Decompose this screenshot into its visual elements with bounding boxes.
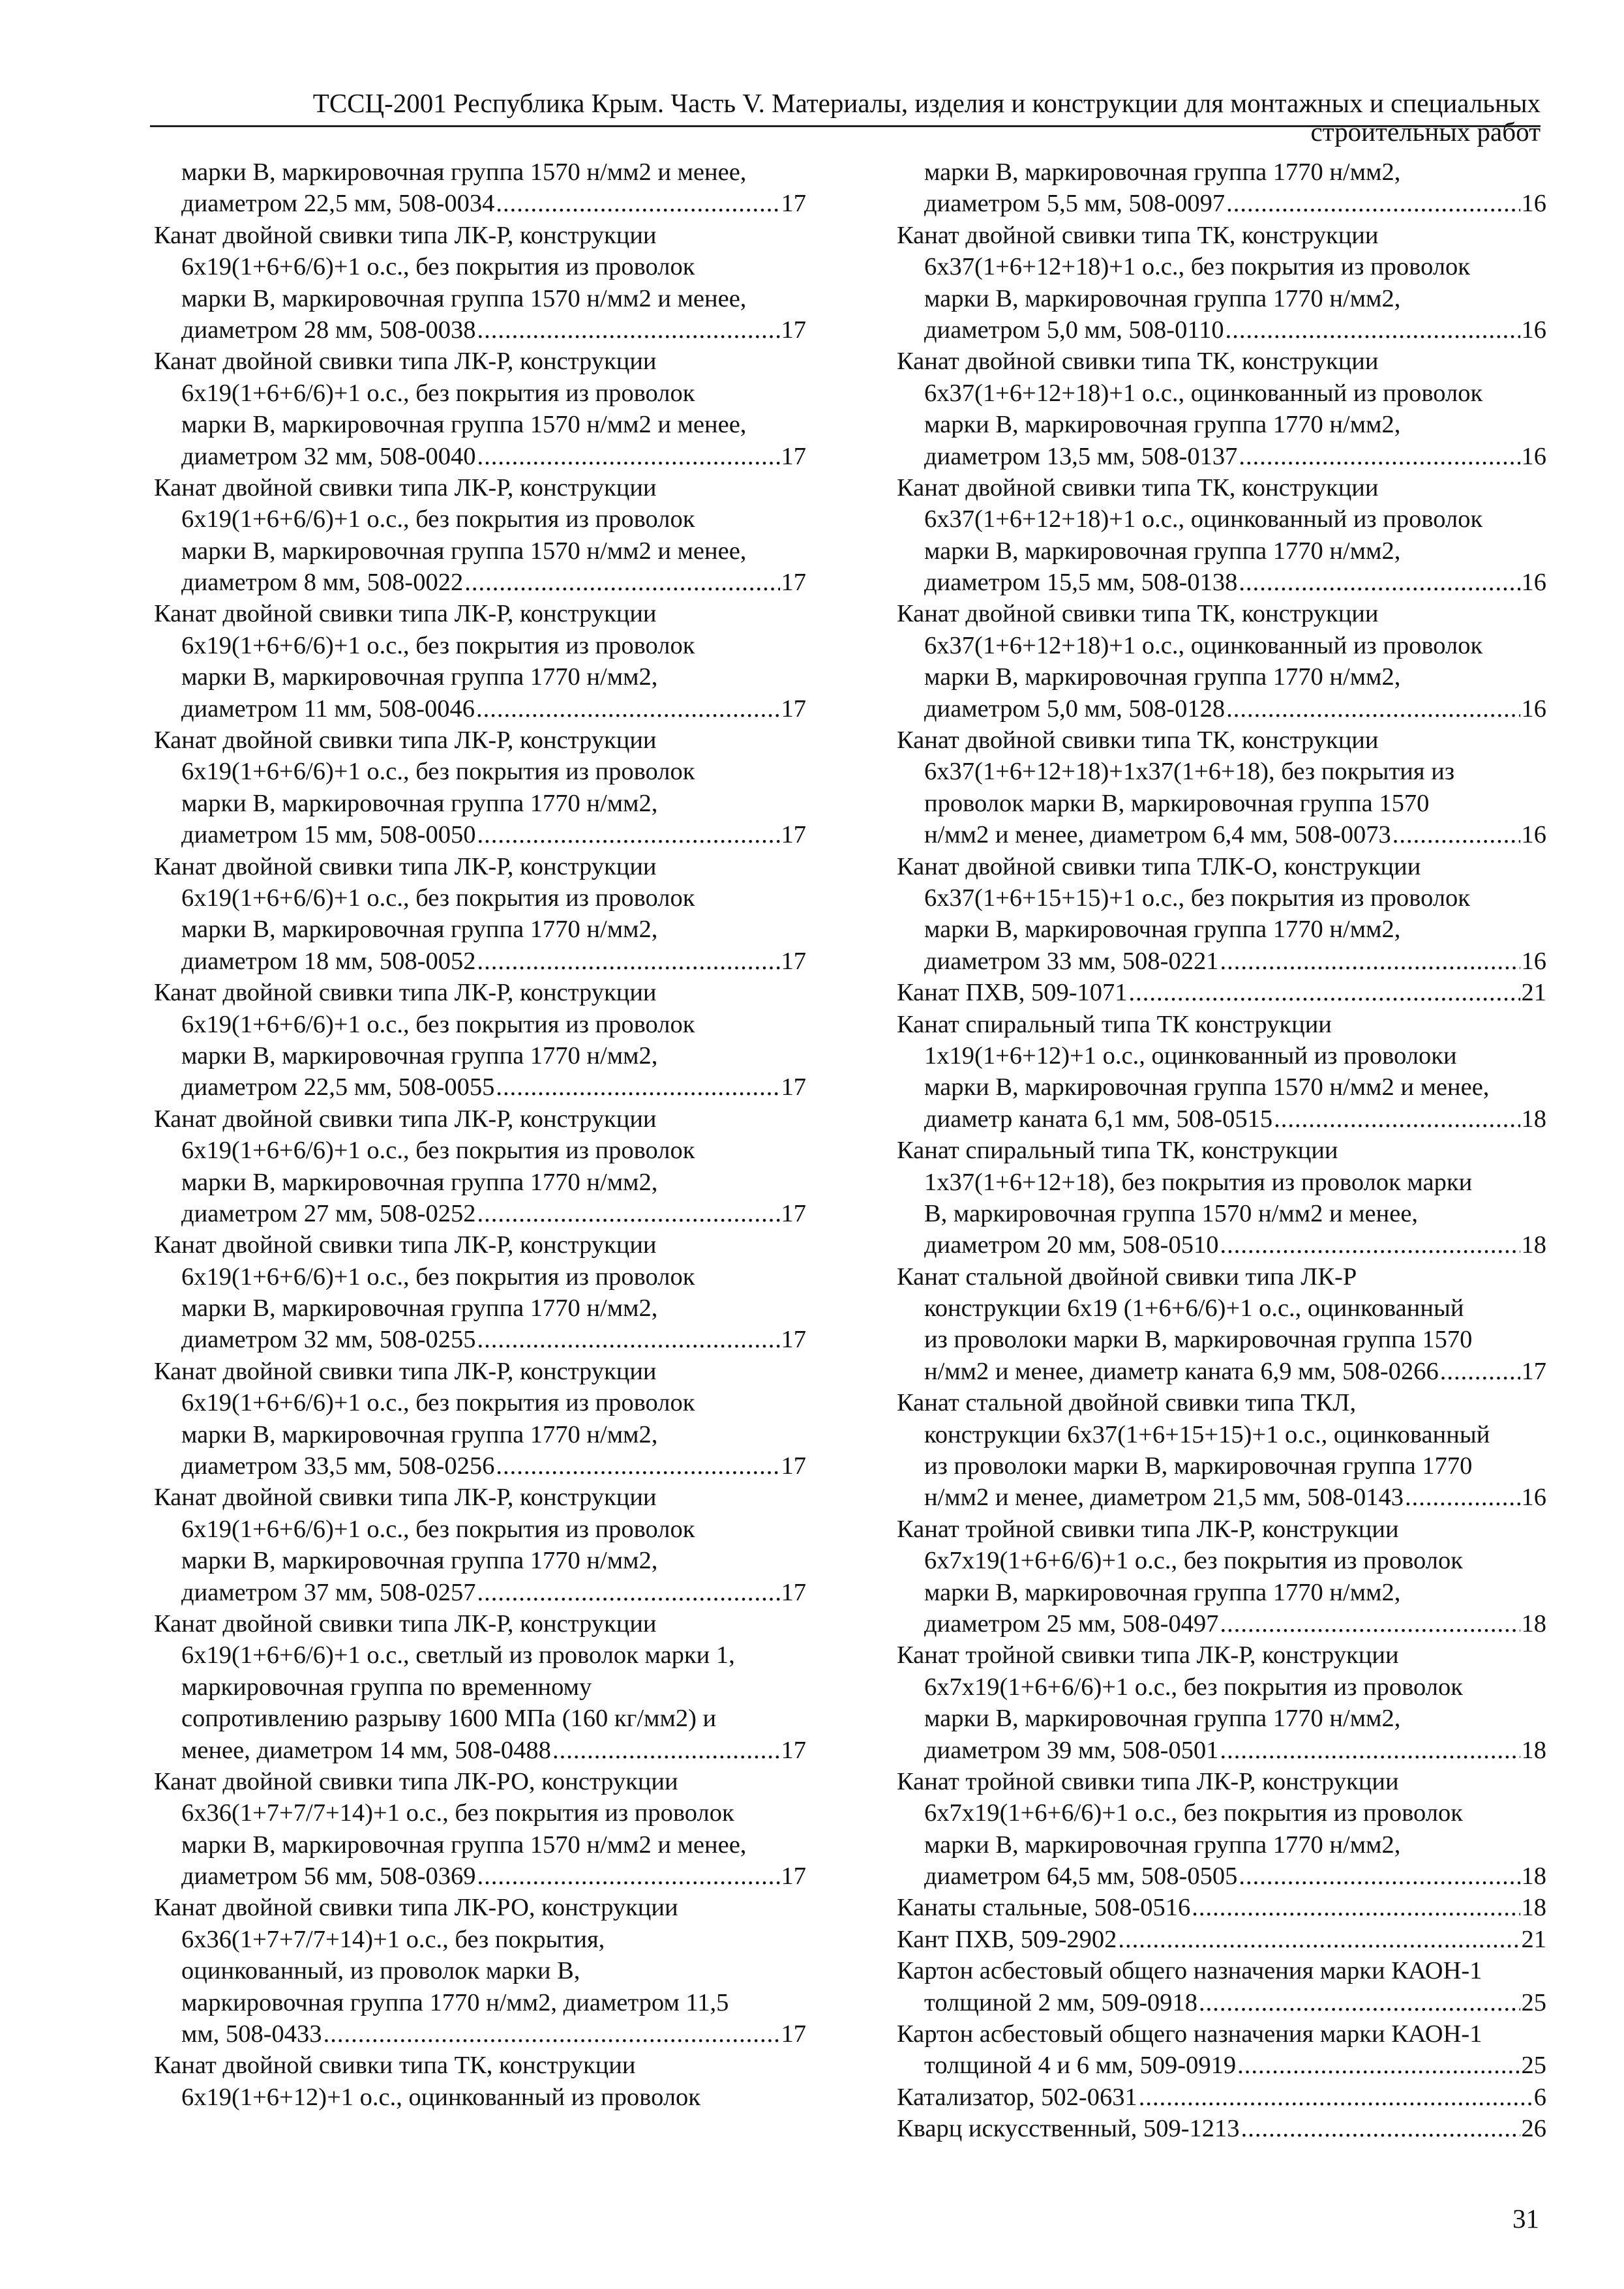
entry-code: диаметром 64,5 мм, 508-0505 <box>924 1863 1238 1891</box>
page-reference: 17 <box>781 1578 806 1606</box>
index-column-right <box>897 157 1546 2145</box>
index-entry <box>897 1639 1546 1766</box>
entry-line: марки В, маркировочная группа 1570 н/мм2 и менее, <box>181 411 747 439</box>
page-reference: 18 <box>1521 1736 1546 1764</box>
entry-heading: Канат двойной свивки типа ЛК-Р, конструкции <box>154 348 657 376</box>
entry-reference <box>897 977 1546 1008</box>
entry-heading: Канат двойной свивки типа ЛК-Р, конструкции <box>154 1105 657 1133</box>
entry-heading: Канат двойной свивки типа ТК, конструкции <box>897 348 1379 376</box>
dot-leader <box>476 693 779 725</box>
index-entry <box>897 1514 1546 1640</box>
entry-code: Кварц искусственный, 509-1213 <box>897 2115 1240 2143</box>
entry-line: 6х7х19(1+6+6/6)+1 о.с., без покрытия из проволок <box>924 1799 1463 1827</box>
entry-code: Канаты стальные, 508-0516 <box>897 1894 1191 1922</box>
dot-leader <box>1220 946 1520 977</box>
dot-leader <box>1118 1924 1520 1955</box>
index-entry <box>897 1955 1546 2018</box>
index-entry <box>897 220 1546 346</box>
entry-code: диаметром 32 мм, 508-0255 <box>181 1326 476 1354</box>
dot-leader <box>464 567 779 598</box>
entry-line: марки В, маркировочная группа 1570 н/мм2 и менее, <box>181 158 747 186</box>
index-entry <box>154 472 806 599</box>
entry-heading: Канат двойной свивки типа ТЛК-О, конструкции <box>897 852 1421 880</box>
dot-leader <box>1392 819 1520 850</box>
entry-heading: Канат двойной свивки типа ЛК-Р, конструкции <box>154 600 657 628</box>
index-entry <box>154 2050 806 2113</box>
entry-reference <box>897 188 1546 219</box>
entry-heading: Канат двойной свивки типа ЛК-Р, конструкции <box>154 1231 657 1259</box>
entry-code: диаметром 28 мм, 508-0038 <box>181 316 476 344</box>
index-entry <box>897 346 1546 472</box>
entry-line: 6х19(1+6+6/6)+1 о.с., светлый из проволок марки 1, <box>181 1641 735 1669</box>
entry-line: 6х19(1+6+6/6)+1 о.с., без покрытия из проволок <box>181 1010 695 1038</box>
index-entry <box>154 598 806 725</box>
page-reference: 17 <box>781 947 806 975</box>
entry-heading: Канат спиральный типа ТК конструкции <box>897 1010 1332 1038</box>
entry-heading: Канат стальной двойной свивки типа ЛК-Р <box>897 1263 1357 1291</box>
entry-heading: Канат стальной двойной свивки типа ТКЛ, <box>897 1389 1357 1417</box>
entry-line: маркировочная группа по временному <box>181 1673 592 1701</box>
entry-heading: Картон асбестовый общего назначения марки КАОН-1 <box>897 2020 1482 2048</box>
index-entry <box>154 977 806 1103</box>
entry-heading: Канат тройной свивки типа ЛК-Р, конструкции <box>897 1515 1399 1543</box>
dot-leader <box>1274 1103 1520 1135</box>
page-reference: 17 <box>781 190 806 218</box>
entry-code: н/мм2 и менее, диаметром 21,5 мм, 508-0143 <box>924 1484 1404 1512</box>
entry-reference <box>897 819 1546 850</box>
dot-leader <box>1226 693 1520 725</box>
entry-code: мм, 508-0433 <box>181 2020 322 2048</box>
page-reference: 16 <box>1521 316 1546 344</box>
entry-line: 6х19(1+6+6/6)+1 о.с., без покрытия из проволок <box>181 505 695 533</box>
entry-line: марки В, маркировочная группа 1770 н/мм2, <box>924 663 1401 691</box>
entry-line: марки В, маркировочная группа 1770 н/мм2, <box>924 537 1401 565</box>
entry-reference <box>154 1861 806 1892</box>
entry-reference <box>897 2082 1546 2113</box>
page-reference: 16 <box>1521 695 1546 723</box>
index-entry <box>154 1103 806 1230</box>
dot-leader <box>1405 1482 1520 1513</box>
entry-reference <box>154 1577 806 1608</box>
dot-leader <box>477 819 779 850</box>
page-reference: 6 <box>1533 2083 1546 2111</box>
entry-line: марки В, маркировочная группа 1770 н/мм2, <box>181 1420 658 1448</box>
entry-line: В, маркировочная группа 1570 н/мм2 и менее, <box>924 1199 1419 1227</box>
entry-reference <box>897 946 1546 977</box>
page-reference: 21 <box>1521 979 1546 1007</box>
entry-line: марки В, маркировочная группа 1770 н/мм2, <box>181 1168 658 1196</box>
dot-leader <box>1192 1892 1520 1923</box>
index-entry <box>897 472 1546 599</box>
index-entry <box>154 725 806 851</box>
entry-heading: Канат двойной свивки типа ЛК-Р, конструкции <box>154 1357 657 1385</box>
entry-code: диаметром 27 мм, 508-0252 <box>181 1199 476 1227</box>
dot-leader <box>496 1071 779 1103</box>
entry-line: 6х37(1+6+12+18)+1 о.с., оцинкованный из проволок <box>924 379 1483 407</box>
entry-code: диаметром 33,5 мм, 508-0256 <box>181 1452 495 1480</box>
index-entry <box>154 1482 806 1608</box>
index-entry <box>154 851 806 978</box>
entry-reference <box>154 946 806 977</box>
index-entry <box>897 1892 1546 1923</box>
entry-heading: Канат тройной свивки типа ЛК-Р, конструкции <box>897 1641 1399 1669</box>
entry-code: толщиной 4 и 6 мм, 509-0919 <box>924 2052 1237 2080</box>
index-entry <box>154 157 806 220</box>
entry-line: марки В, маркировочная группа 1770 н/мм2, <box>181 1041 658 1070</box>
entry-code: диаметром 32 мм, 508-0040 <box>181 442 476 470</box>
index-entry <box>897 1387 1546 1514</box>
entry-reference <box>897 1861 1546 1892</box>
page-reference: 16 <box>1521 1484 1546 1512</box>
entry-reference <box>154 2018 806 2050</box>
page-reference: 21 <box>1521 1925 1546 1953</box>
entry-line: марки В, маркировочная группа 1770 н/мм2, <box>181 663 658 691</box>
dot-leader <box>323 2018 780 2050</box>
index-entry <box>897 1009 1546 1135</box>
entry-heading: Канат двойной свивки типа ЛК-Р, конструкции <box>154 1484 657 1512</box>
entry-reference <box>154 441 806 472</box>
dot-leader <box>1241 2113 1520 2144</box>
entry-reference <box>897 1608 1546 1639</box>
index-entry <box>154 346 806 472</box>
page-reference: 18 <box>1521 1105 1546 1133</box>
entry-code: Катализатор, 502-0631 <box>897 2083 1137 2111</box>
entry-reference <box>897 314 1546 346</box>
entry-line: оцинкованный, из проволок марки В, <box>181 1957 580 1985</box>
page-reference: 17 <box>781 1326 806 1354</box>
entry-heading: Канат двойной свивки типа ЛК-Р, конструкции <box>154 979 657 1007</box>
entry-code: диаметром 5,0 мм, 508-0128 <box>924 695 1226 723</box>
index-entry <box>897 1261 1546 1388</box>
entry-reference <box>897 1892 1546 1923</box>
entry-line: 6х36(1+7+7/7+14)+1 о.с., без покрытия, <box>181 1925 605 1953</box>
entry-reference <box>154 314 806 346</box>
index-entry <box>897 851 1546 978</box>
entry-line: 6х19(1+6+12)+1 о.с., оцинкованный из проволок <box>181 2083 700 2111</box>
entry-line: из проволоки марки В, маркировочная группа 1770 <box>924 1452 1473 1480</box>
dot-leader <box>1220 1229 1520 1261</box>
entry-line: 6х36(1+7+7/7+14)+1 о.с., без покрытия из проволок <box>181 1799 734 1827</box>
entry-reference <box>154 819 806 850</box>
dot-leader <box>477 1861 779 1892</box>
page-reference: 17 <box>781 442 806 470</box>
page-reference: 25 <box>1521 1988 1546 2016</box>
entry-reference <box>154 1198 806 1229</box>
entry-line: марки В, маркировочная группа 1570 н/мм2 и менее, <box>181 284 747 312</box>
entry-line: 6х19(1+6+6/6)+1 о.с., без покрытия из проволок <box>181 1515 695 1543</box>
entry-code: н/мм2 и менее, диаметром 6,4 мм, 508-0073 <box>924 821 1391 849</box>
page-reference: 17 <box>781 1863 806 1891</box>
entry-heading: Канат двойной свивки типа ТК, конструкции <box>897 221 1379 249</box>
entry-code: диаметром 33 мм, 508-0221 <box>924 947 1219 975</box>
entry-line: конструкции 6х19 (1+6+6/6)+1 о.с., оцинкованный <box>924 1294 1464 1323</box>
entry-code: диаметром 11 мм, 508-0046 <box>181 695 475 723</box>
entry-code: менее, диаметром 14 мм, 508-0488 <box>181 1736 551 1764</box>
entry-code: толщиной 2 мм, 509-0918 <box>924 1988 1198 2016</box>
dot-leader <box>1220 1735 1520 1766</box>
entry-reference <box>897 1924 1546 1955</box>
dot-leader <box>496 1450 779 1482</box>
page-reference: 17 <box>781 1736 806 1764</box>
entry-line: марки В, маркировочная группа 1770 н/мм2, <box>181 916 658 944</box>
dot-leader <box>552 1735 780 1766</box>
entry-line: марки В, маркировочная группа 1570 н/мм2 и менее, <box>181 1831 747 1859</box>
entry-code: Канат ПХВ, 509-1071 <box>897 979 1128 1007</box>
page-reference: 17 <box>781 695 806 723</box>
entry-reference <box>897 567 1546 598</box>
index-entry <box>897 157 1546 220</box>
entry-reference <box>897 2050 1546 2081</box>
entry-code: диаметром 5,0 мм, 508-0110 <box>924 316 1224 344</box>
entry-reference <box>897 2113 1546 2144</box>
index-entry <box>154 1356 806 1482</box>
entry-line: марки В, маркировочная группа 1770 н/мм2, <box>924 284 1401 312</box>
entry-code: диаметр каната 6,1 мм, 508-0515 <box>924 1105 1273 1133</box>
entry-line: 6х19(1+6+6/6)+1 о.с., без покрытия из проволок <box>181 253 695 281</box>
entry-heading: Канат двойной свивки типа ЛК-РО, конструкции <box>154 1894 678 1922</box>
entry-line: маркировочная группа 1770 н/мм2, диаметром 11,5 <box>181 1988 729 2016</box>
entry-line: марки В, маркировочная группа 1770 н/мм2, <box>181 1547 658 1575</box>
entry-heading: Канат двойной свивки типа ЛК-Р, конструкции <box>154 726 657 755</box>
entry-code: диаметром 8 мм, 508-0022 <box>181 569 464 597</box>
page-reference: 26 <box>1521 2115 1546 2143</box>
entry-heading: Канат спиральный типа ТК, конструкции <box>897 1137 1338 1165</box>
entry-reference <box>897 693 1546 725</box>
index-entry <box>154 1892 806 2050</box>
entry-heading: Канат двойной свивки типа ЛК-РО, конструкции <box>154 1767 678 1795</box>
dot-leader <box>477 1198 779 1229</box>
page-reference: 17 <box>1521 1357 1546 1385</box>
page-reference: 16 <box>1521 947 1546 975</box>
entry-line: проволок марки В, маркировочная группа 1570 <box>924 789 1430 817</box>
page-reference: 17 <box>781 1073 806 1101</box>
entry-line: 6х19(1+6+6/6)+1 о.с., без покрытия из проволок <box>181 758 695 786</box>
entry-line: марки В, маркировочная группа 1770 н/мм2, <box>181 789 658 817</box>
dot-leader <box>477 946 779 977</box>
dot-leader <box>1129 977 1520 1008</box>
entry-heading: Канат двойной свивки типа ЛК-Р, конструкции <box>154 1609 657 1638</box>
index-entry <box>897 1924 1546 1955</box>
page-reference: 25 <box>1521 2052 1546 2080</box>
page-reference: 17 <box>781 2020 806 2048</box>
page-reference: 17 <box>781 821 806 849</box>
entry-line: 6х19(1+6+6/6)+1 о.с., без покрытия из проволок <box>181 1263 695 1291</box>
entry-code: Кант ПХВ, 509-2902 <box>897 1925 1117 1953</box>
page-reference: 16 <box>1521 190 1546 218</box>
entry-reference <box>154 1450 806 1482</box>
index-entry <box>897 1135 1546 1261</box>
entry-reference <box>897 1229 1546 1261</box>
entry-code: диаметром 15 мм, 508-0050 <box>181 821 476 849</box>
entry-code: диаметром 18 мм, 508-0052 <box>181 947 476 975</box>
entry-line: марки В, маркировочная группа 1770 н/мм2, <box>924 1831 1401 1859</box>
entry-line: 6х19(1+6+6/6)+1 о.с., без покрытия из проволок <box>181 1389 695 1417</box>
index-entry <box>154 220 806 346</box>
entry-line: марки В, маркировочная группа 1770 н/мм2, <box>924 411 1401 439</box>
index-entry <box>154 1608 806 1766</box>
entry-line: марки В, маркировочная группа 1770 н/мм2, <box>924 916 1401 944</box>
page-reference: 16 <box>1521 821 1546 849</box>
entry-reference <box>154 693 806 725</box>
entry-heading: Канат двойной свивки типа ТК, конструкции <box>897 726 1379 755</box>
entry-heading: Канат двойной свивки типа ТК, конструкции <box>897 473 1379 501</box>
entry-line: 6х37(1+6+12+18)+1 о.с., без покрытия из проволок <box>924 253 1470 281</box>
entry-reference <box>154 1071 806 1103</box>
header-subtitle: строительных работ <box>1310 117 1541 147</box>
entry-code: диаметром 5,5 мм, 508-0097 <box>924 190 1226 218</box>
entry-reference <box>154 1324 806 1355</box>
entry-line: конструкции 6х37(1+6+15+15)+1 о.с., оцинкованный <box>924 1420 1490 1448</box>
entry-line: 6х19(1+6+6/6)+1 о.с., без покрытия из проволок <box>181 379 695 407</box>
entry-code: н/мм2 и менее, диаметр каната 6,9 мм, 508-0266 <box>924 1357 1439 1385</box>
header-title: ТССЦ-2001 Республика Крым. Часть V. Материалы, изделия и конструкции для монтажных и специальных <box>312 88 1541 118</box>
entry-heading: Канат двойной свивки типа ТК, конструкции <box>154 2052 636 2080</box>
entry-line: 6х19(1+6+6/6)+1 о.с., без покрытия из проволок <box>181 884 695 912</box>
entry-code: диаметром 15,5 мм, 508-0138 <box>924 569 1238 597</box>
entry-line: 6х37(1+6+12+18)+1 о.с., оцинкованный из проволок <box>924 505 1483 533</box>
index-entry <box>897 2113 1546 2144</box>
page-reference: 18 <box>1521 1894 1546 1922</box>
entry-line: 1х37(1+6+12+18), без покрытия из проволок марки <box>924 1168 1473 1196</box>
entry-code: диаметром 39 мм, 508-0501 <box>924 1736 1219 1764</box>
entry-reference <box>154 1735 806 1766</box>
entry-line: сопротивлению разрыву 1600 МПа (160 кг/мм2) и <box>181 1705 717 1733</box>
entry-heading: Канат двойной свивки типа ЛК-Р, конструкции <box>154 221 657 249</box>
dot-leader <box>1226 188 1520 219</box>
dot-leader <box>1239 1861 1520 1892</box>
index-entry <box>154 1766 806 1893</box>
page-number: 31 <box>1512 2204 1539 2234</box>
dot-leader <box>1239 567 1520 598</box>
entry-line: марки В, маркировочная группа 1770 н/мм2, <box>924 1705 1401 1733</box>
entry-reference <box>897 1987 1546 2018</box>
dot-leader <box>1220 1608 1520 1639</box>
entry-reference <box>897 1103 1546 1135</box>
dot-leader <box>477 1577 779 1608</box>
entry-line: марки В, маркировочная группа 1570 н/мм2 и менее, <box>181 537 747 565</box>
entry-heading: Канат двойной свивки типа ЛК-Р, конструкции <box>154 473 657 501</box>
page-reference: 17 <box>781 569 806 597</box>
page-reference: 17 <box>781 1199 806 1227</box>
index-entry <box>154 1229 806 1356</box>
entry-line: 6х7х19(1+6+6/6)+1 о.с., без покрытия из проволок <box>924 1673 1463 1701</box>
index-entry <box>897 2018 1546 2082</box>
entry-code: диаметром 20 мм, 508-0510 <box>924 1231 1219 1259</box>
index-entry <box>897 598 1546 725</box>
page-reference: 18 <box>1521 1231 1546 1259</box>
index-entry <box>897 725 1546 851</box>
index-entry <box>897 977 1546 1008</box>
dot-leader <box>496 188 779 219</box>
dot-leader <box>1440 1356 1520 1387</box>
entry-code: диаметром 22,5 мм, 508-0055 <box>181 1073 495 1101</box>
entry-reference <box>897 1482 1546 1513</box>
dot-leader <box>1239 441 1520 472</box>
entry-line: 1х19(1+6+12)+1 о.с., оцинкованный из проволоки <box>924 1041 1457 1070</box>
entry-code: диаметром 25 мм, 508-0497 <box>924 1609 1219 1638</box>
entry-code: диаметром 56 мм, 508-0369 <box>181 1863 476 1891</box>
entry-line: марки В, маркировочная группа 1570 н/мм2 и менее, <box>924 1073 1490 1101</box>
entry-line: марки В, маркировочная группа 1770 н/мм2, <box>924 158 1401 186</box>
entry-heading: Канат двойной свивки типа ТК, конструкции <box>897 600 1379 628</box>
entry-line: 6х19(1+6+6/6)+1 о.с., без покрытия из проволок <box>181 1137 695 1165</box>
entry-line: 6х37(1+6+12+18)+1 о.с., оцинкованный из проволок <box>924 631 1483 659</box>
index-entry <box>897 2082 1546 2113</box>
index-entry <box>897 1766 1546 1893</box>
dot-leader <box>1199 1987 1520 2018</box>
entry-reference <box>154 567 806 598</box>
dot-leader <box>477 1324 779 1355</box>
dot-leader <box>477 314 779 346</box>
entry-line: 6х19(1+6+6/6)+1 о.с., без покрытия из проволок <box>181 631 695 659</box>
dot-leader <box>1139 2082 1533 2113</box>
entry-code: диаметром 22,5 мм, 508-0034 <box>181 190 495 218</box>
entry-heading: Канат двойной свивки типа ЛК-Р, конструкции <box>154 852 657 880</box>
page-reference: 18 <box>1521 1863 1546 1891</box>
page-reference: 18 <box>1521 1609 1546 1638</box>
entry-line: 6х37(1+6+15+15)+1 о.с., без покрытия из проволок <box>924 884 1470 912</box>
entry-line: 6х7х19(1+6+6/6)+1 о.с., без покрытия из проволок <box>924 1547 1463 1575</box>
dot-leader <box>477 441 779 472</box>
page-reference: 16 <box>1521 442 1546 470</box>
entry-line: из проволоки марки В, маркировочная группа 1570 <box>924 1326 1473 1354</box>
entry-reference <box>154 188 806 219</box>
entry-line: марки В, маркировочная группа 1770 н/мм2, <box>924 1578 1401 1606</box>
page-reference: 17 <box>781 1452 806 1480</box>
entry-heading: Картон асбестовый общего назначения марки КАОН-1 <box>897 1957 1482 1985</box>
dot-leader <box>1237 2050 1520 2081</box>
index-column-left <box>154 157 806 2113</box>
page-reference: 17 <box>781 316 806 344</box>
page-reference: 16 <box>1521 569 1546 597</box>
entry-line: марки В, маркировочная группа 1770 н/мм2, <box>181 1294 658 1323</box>
entry-heading: Канат тройной свивки типа ЛК-Р, конструкции <box>897 1767 1399 1795</box>
entry-reference <box>897 441 1546 472</box>
dot-leader <box>1226 314 1520 346</box>
entry-code: диаметром 37 мм, 508-0257 <box>181 1578 476 1606</box>
entry-line: 6х37(1+6+12+18)+1х37(1+6+18), без покрытия из <box>924 758 1455 786</box>
entry-code: диаметром 13,5 мм, 508-0137 <box>924 442 1238 470</box>
entry-reference <box>897 1356 1546 1387</box>
entry-reference <box>897 1735 1546 1766</box>
